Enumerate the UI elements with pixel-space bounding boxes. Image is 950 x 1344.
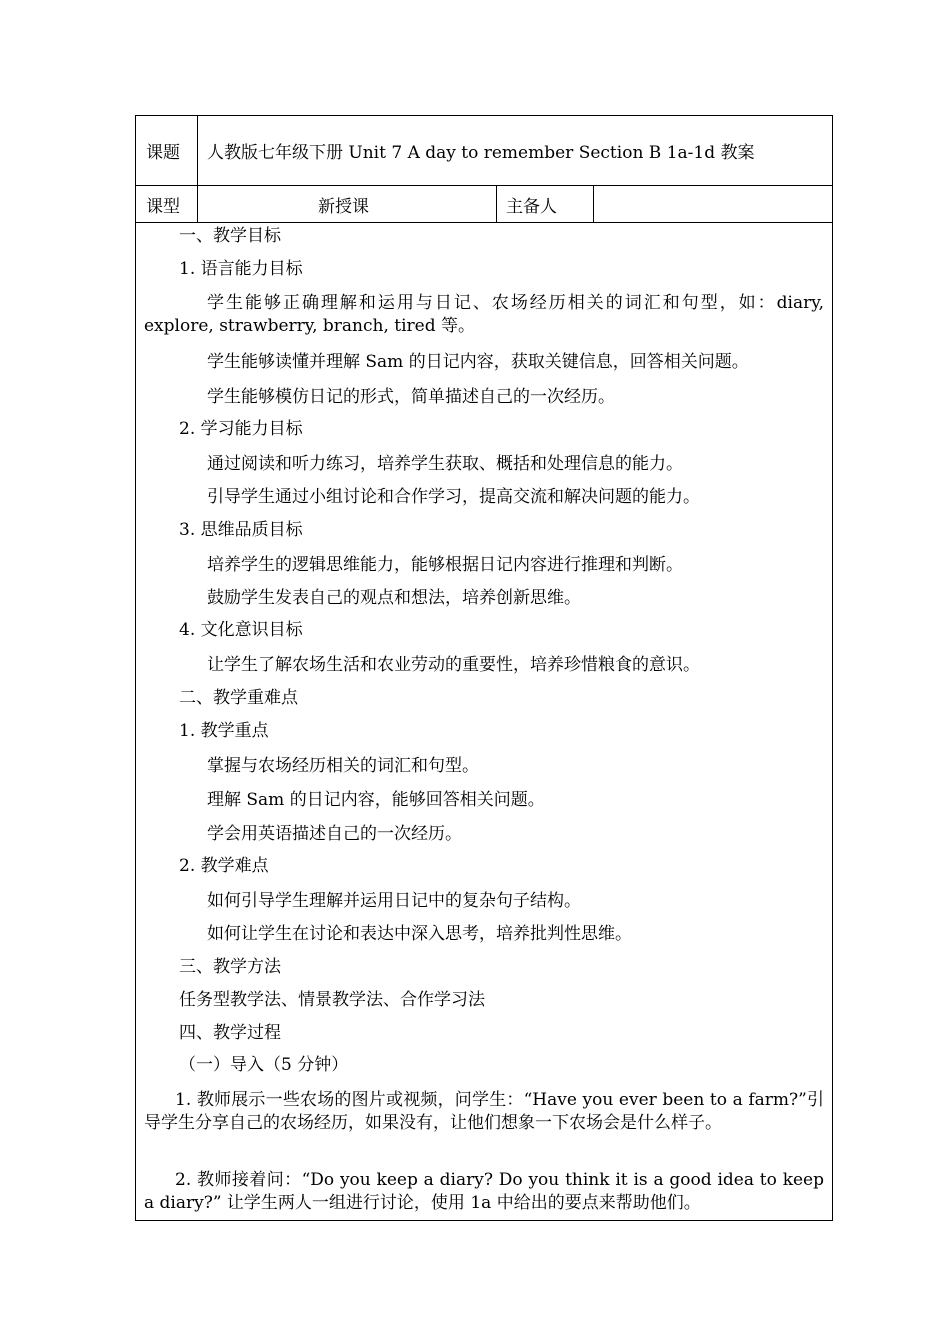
- subsection-heading: 4. 文化意识目标: [179, 620, 303, 640]
- paragraph: 培养学生的逻辑思维能力，能够根据日记内容进行推理和判断。: [207, 555, 683, 575]
- paragraph: 1. 教师展示一些农场的图片或视频，问学生：“Have you ever been to a farm?”引导学生分享自己的农场经历，如果没有，让他们想象一下农场会是什么样子。: [144, 1090, 824, 1133]
- section-heading: 四、教学过程: [179, 1023, 281, 1043]
- subsection-heading: 2. 学习能力目标: [179, 419, 303, 439]
- paragraph: 2. 教师接着问：“Do you keep a diary? Do you think it is a good idea to keep a diary?” 让学生两人一组进行讨论，使用 1a 中给出的要点来帮助他们。: [144, 1170, 824, 1213]
- paragraph: 掌握与农场经历相关的词汇和句型。: [207, 756, 479, 776]
- section-heading: 三、教学方法: [179, 957, 281, 977]
- paragraph: 学生能够正确理解和运用与日记、农场经历相关的词汇和句型，如：diary, explore, strawberry, branch, tired 等。: [144, 293, 824, 336]
- paragraph: 如何让学生在讨论和表达中深入思考，培养批判性思维。: [207, 924, 632, 944]
- section-heading: 二、教学重难点: [179, 688, 298, 708]
- paragraph: 学会用英语描述自己的一次经历。: [207, 824, 462, 844]
- col-divider: [496, 185, 497, 222]
- paragraph: 让学生了解农场生活和农业劳动的重要性，培养珍惜粮食的意识。: [207, 655, 700, 675]
- section-heading: 一、教学目标: [179, 226, 281, 246]
- preparer-label: 主备人: [506, 197, 557, 217]
- col-divider: [593, 185, 594, 222]
- subsection-heading: 3. 思维品质目标: [179, 520, 303, 540]
- paragraph: 理解 Sam 的日记内容，能够回答相关问题。: [207, 790, 545, 810]
- lesson-plan-table: [135, 115, 833, 1221]
- paragraph: 任务型教学法、情景教学法、合作学习法: [179, 990, 485, 1010]
- row-divider: [136, 185, 832, 186]
- paragraph: 学生能够模仿日记的形式，简单描述自己的一次经历。: [207, 387, 615, 407]
- subsection-heading: 1. 语言能力目标: [179, 259, 303, 279]
- col-divider: [197, 116, 198, 222]
- subsection-heading: 2. 教学难点: [179, 856, 269, 876]
- paragraph: 如何引导学生理解并运用日记中的复杂句子结构。: [207, 891, 581, 911]
- paragraph: 学生能够读懂并理解 Sam 的日记内容，获取关键信息，回答相关问题。: [207, 352, 749, 372]
- paragraph: 通过阅读和听力练习，培养学生获取、概括和处理信息的能力。: [207, 454, 683, 474]
- title-value: 人教版七年级下册 Unit 7 A day to remember Section B 1a-1d 教案: [207, 143, 755, 163]
- paragraph: 引导学生通过小组讨论和合作学习，提高交流和解决问题的能力。: [207, 487, 700, 507]
- type-label: 课型: [146, 197, 180, 217]
- title-label: 课题: [146, 143, 180, 163]
- paragraph: 鼓励学生发表自己的观点和想法，培养创新思维。: [207, 588, 581, 608]
- type-value: 新授课: [318, 197, 369, 217]
- subsection-heading: （一）导入（5 分钟）: [179, 1055, 349, 1075]
- row-divider: [136, 222, 832, 223]
- subsection-heading: 1. 教学重点: [179, 721, 269, 741]
